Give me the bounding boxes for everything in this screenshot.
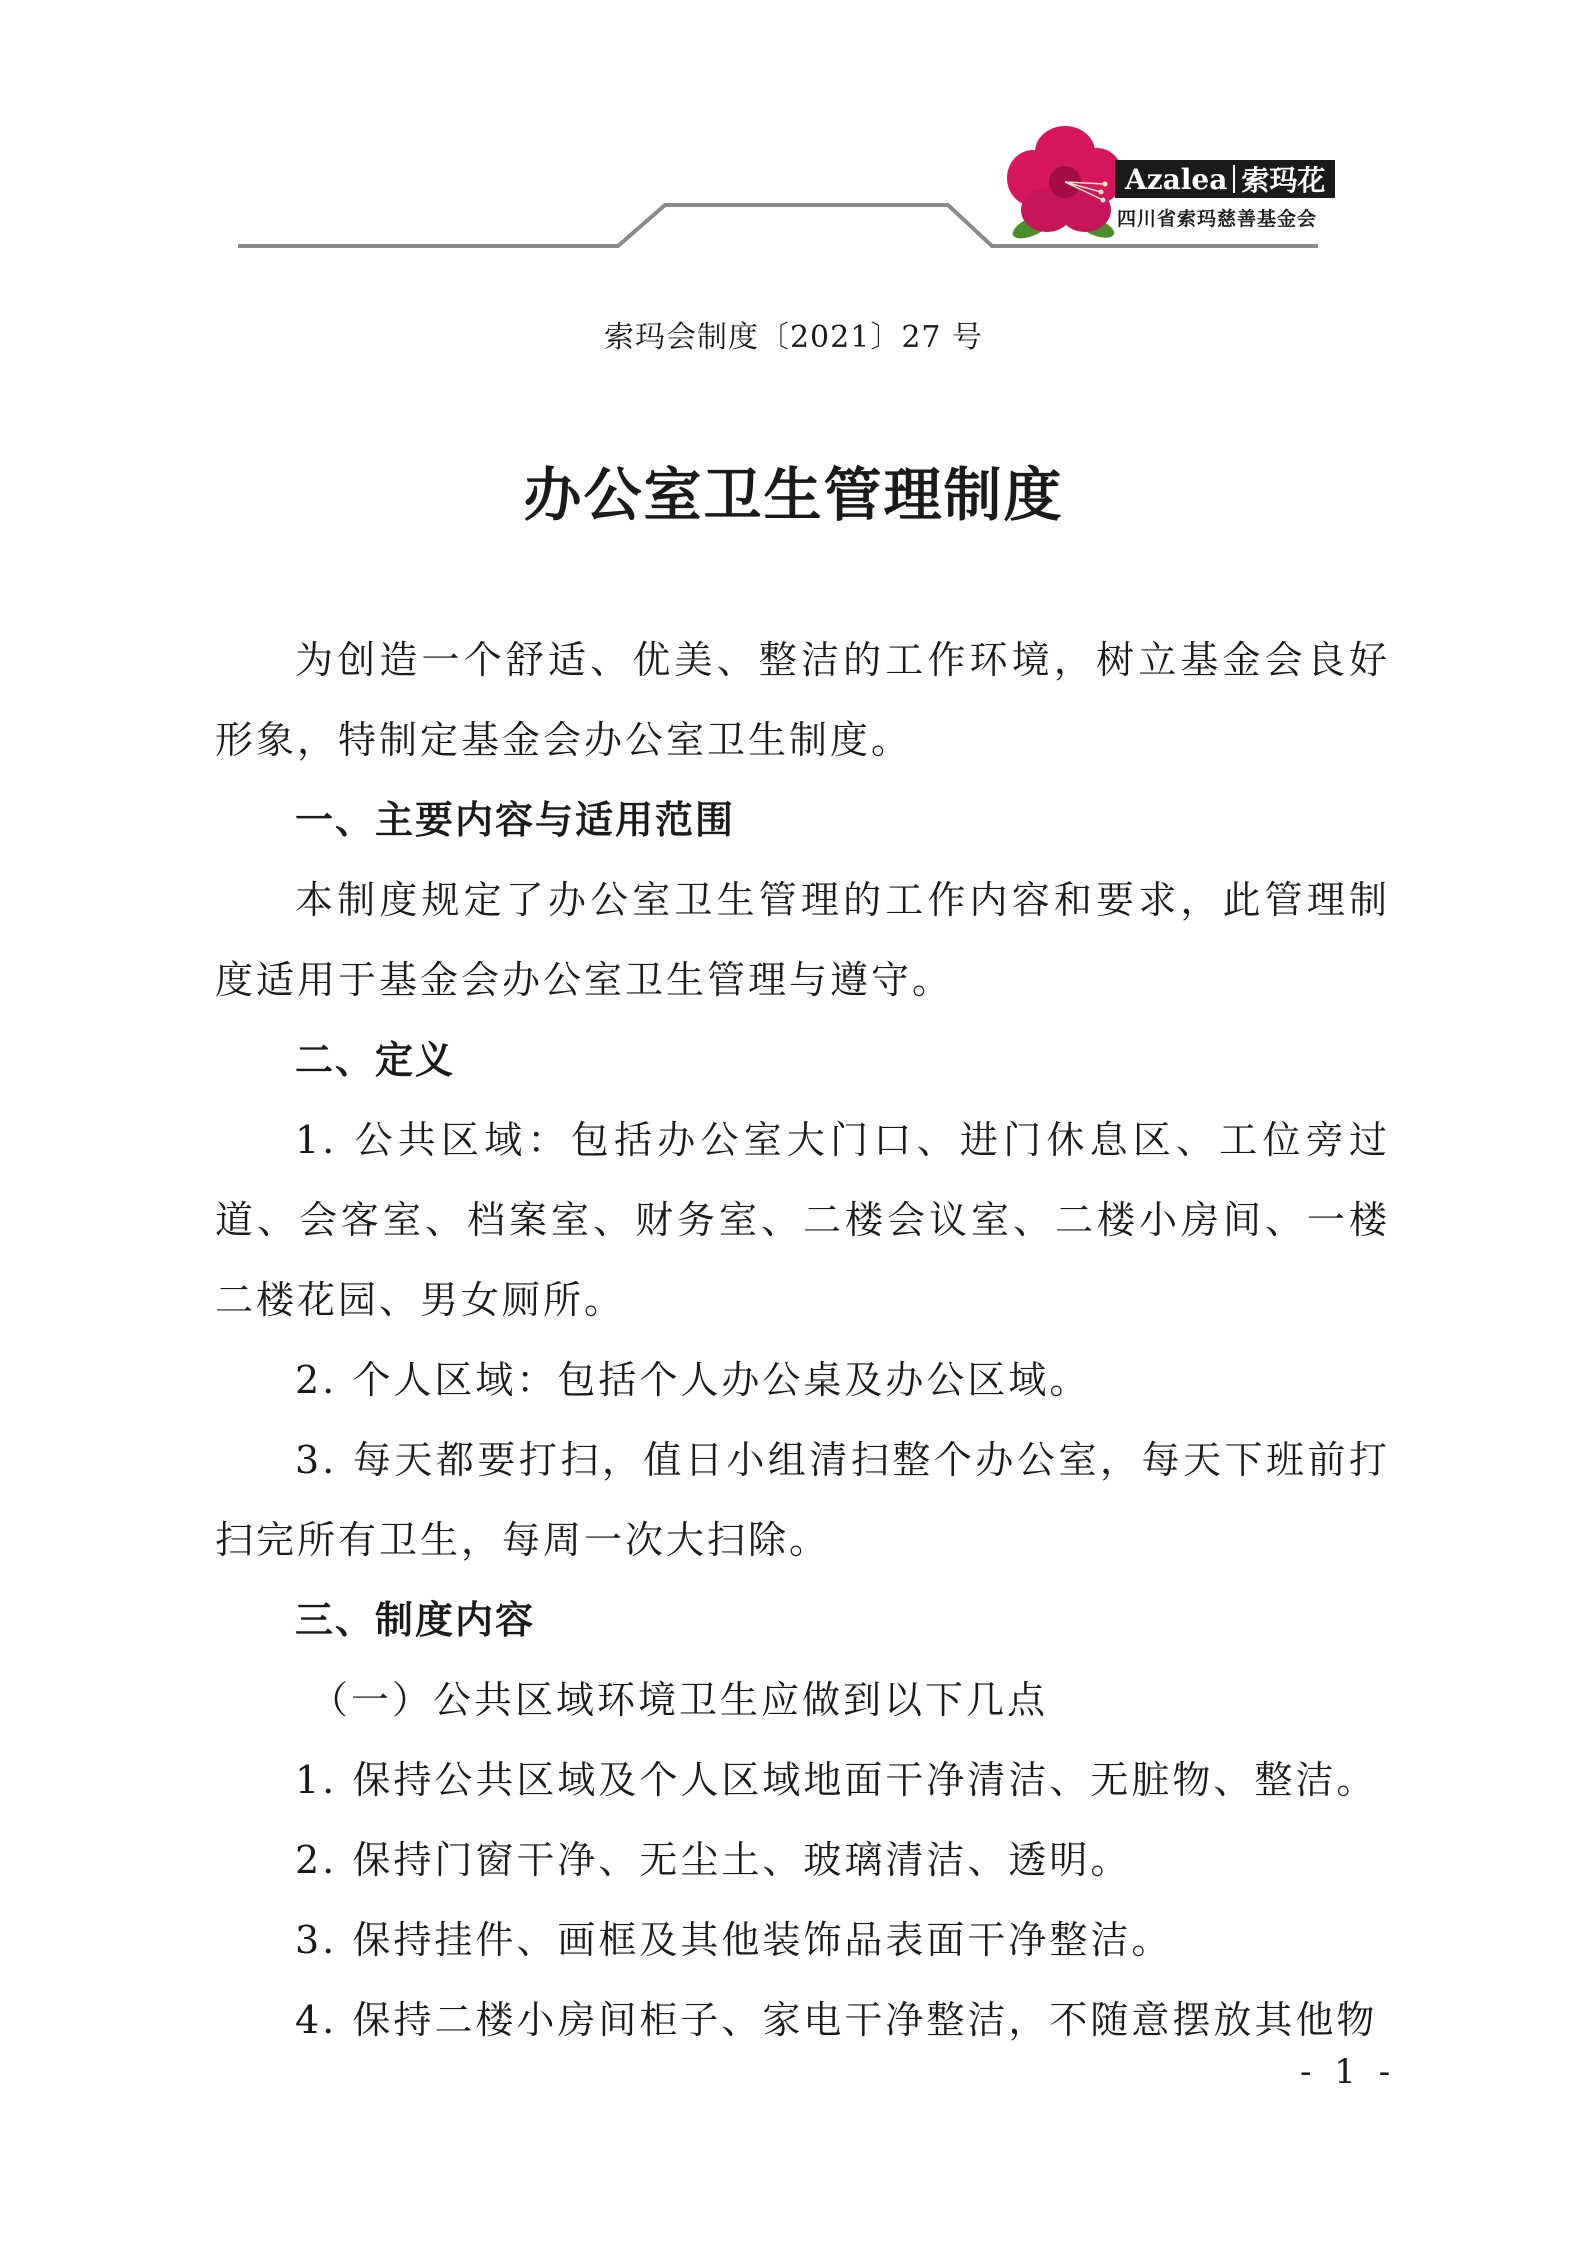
logo-cn-text: 索玛花 [1241,164,1326,197]
body-paragraph: 1. 公共区域：包括办公室大门口、进门休息区、工位旁过道、会客室、档案室、财务室、二楼会议室、二楼小房间、一楼二楼花园、男女厕所。 [215,1118,1390,1322]
azalea-flower-icon [1005,118,1125,248]
section-heading: 二、定义 [295,1038,456,1082]
document-body [215,620,1390,2060]
section-heading: 三、制度内容 [295,1598,536,1642]
foundation-logo [1005,118,1325,248]
logo-org-name: 四川省索玛慈善基金会 [1117,208,1318,230]
body-paragraph: 3. 每天都要打扫，值日小组清扫整个办公室，每天下班前打扫完所有卫生，每周一次大扫除。 [215,1438,1390,1562]
body-paragraph: 2. 个人区域：包括个人办公桌及办公区域。 [295,1358,1091,1402]
section-heading: 一、主要内容与适用范围 [295,798,736,842]
logo-wordmark [1115,160,1335,198]
body-paragraph: 为创造一个舒适、优美、整洁的工作环境，树立基金会良好形象，特制定基金会办公室卫生制度。 [215,638,1390,762]
body-paragraph: 本制度规定了办公室卫生管理的工作内容和要求，此管理制度适用于基金会办公室卫生管理与遵守。 [215,878,1390,1002]
subsection-heading: （一）公共区域环境卫生应做到以下几点 [310,1678,1049,1722]
logo-brand-text: Azalea [1125,162,1228,196]
page-number: - 1 - [1300,2052,1397,2092]
logo-separator [1233,165,1235,193]
document-number: 索玛会制度〔2021〕27 号 [603,320,984,355]
body-paragraph: 4. 保持二楼小房间柜子、家电干净整洁，不随意摆放其他物 [295,1998,1378,2042]
header-divider-line [0,0,1587,300]
body-paragraph: 1. 保持公共区域及个人区域地面干净清洁、无脏物、整洁。 [295,1758,1378,1802]
body-paragraph: 2. 保持门窗干净、无尘土、玻璃清洁、透明。 [295,1838,1132,1882]
document-title: 办公室卫生管理制度 [523,461,1064,529]
body-paragraph: 3. 保持挂件、画框及其他装饰品表面干净整洁。 [295,1918,1173,1962]
